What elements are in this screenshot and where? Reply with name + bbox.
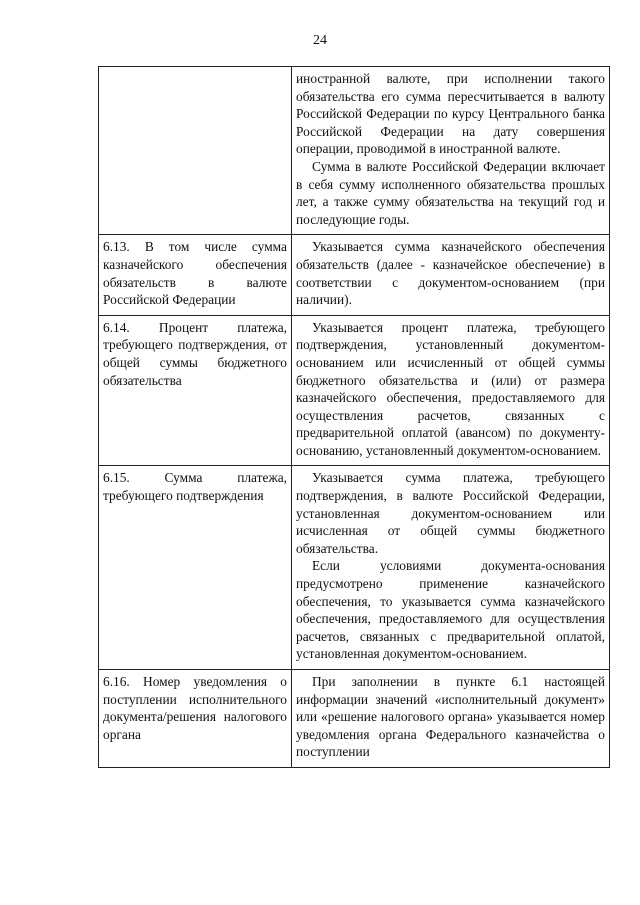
field-name-cell [99,466,292,670]
description-paragraph: Указывается процент платежа, требующего подтверждения, установленный документом-основанием или исчисленный от общей суммы бюджетного обязательства и (или) от размера казначейского обеспечения, предоставляемого для осуществления расчетов, связанных с предварительной оплатой (авансом) по документу-основанию, установленный документом-основанием. [296,319,605,458]
field-description-cell [292,670,610,768]
field-description-cell [292,315,610,466]
field-description-cell [292,466,610,670]
field-name: 6.13. В том числе сумма казначейского обеспечения обязательств в валюте Российской Федерации [103,239,287,308]
field-description-cell [292,235,610,315]
field-name-cell [99,670,292,768]
field-name: 6.15. Сумма платежа, требующего подтверждения [103,470,287,504]
table-row [99,670,610,768]
table-row [99,466,610,670]
field-name-cell [99,235,292,315]
field-name: 6.16. Номер уведомления о поступлении исполнительного документа/решения налогового органа [103,674,287,742]
description-paragraph: При заполнении в пункте 6.1 настоящей информации значений «исполнительный документ» или «решение налогового органа» указывается номер уведомления органа Федерального казначейства о поступлении [296,674,605,760]
field-name-cell [99,315,292,466]
table-row [99,67,610,235]
field-name-cell [99,67,292,235]
document-table [98,66,610,768]
field-name: 6.14. Процент платежа, требующего подтверждения, от общей суммы бюджетного обязательства [103,319,287,388]
description-paragraph: Указывается сумма казначейского обеспечения обязательств (далее - казначейское обеспечение) в соответствии с документом-основанием (при наличии). [296,239,605,308]
description-paragraph: Если условиями документа-основания предусмотрено применение казначейского обеспечения, то указывается сумма казначейского обеспечения, предоставляемого для осуществления расчетов, связанных с предварительной оплатой, установленная документом-основанием. [296,558,605,662]
page-number: 24 [313,33,327,48]
description-paragraph: Указывается сумма платежа, требующего подтверждения, в валюте Российской Федерации, установленная документом-основанием или исчисленная от общей суммы бюджетного обязательства. [296,470,605,556]
description-paragraph: иностранной валюте, при исполнении такого обязательства его сумма пересчитывается в валюту Российской Федерации по курсу Центрального банка Российской Федерации на дату совершения операции, проводимой в иностранной валюте. [296,71,605,157]
table-row [99,235,610,315]
table-row [99,315,610,466]
field-description-cell [292,67,610,235]
description-paragraph: Сумма в валюте Российской Федерации включает в себя сумму исполненного обязательства прошлых лет, а также сумму обязательства на текущий год и последующие годы. [296,158,605,227]
